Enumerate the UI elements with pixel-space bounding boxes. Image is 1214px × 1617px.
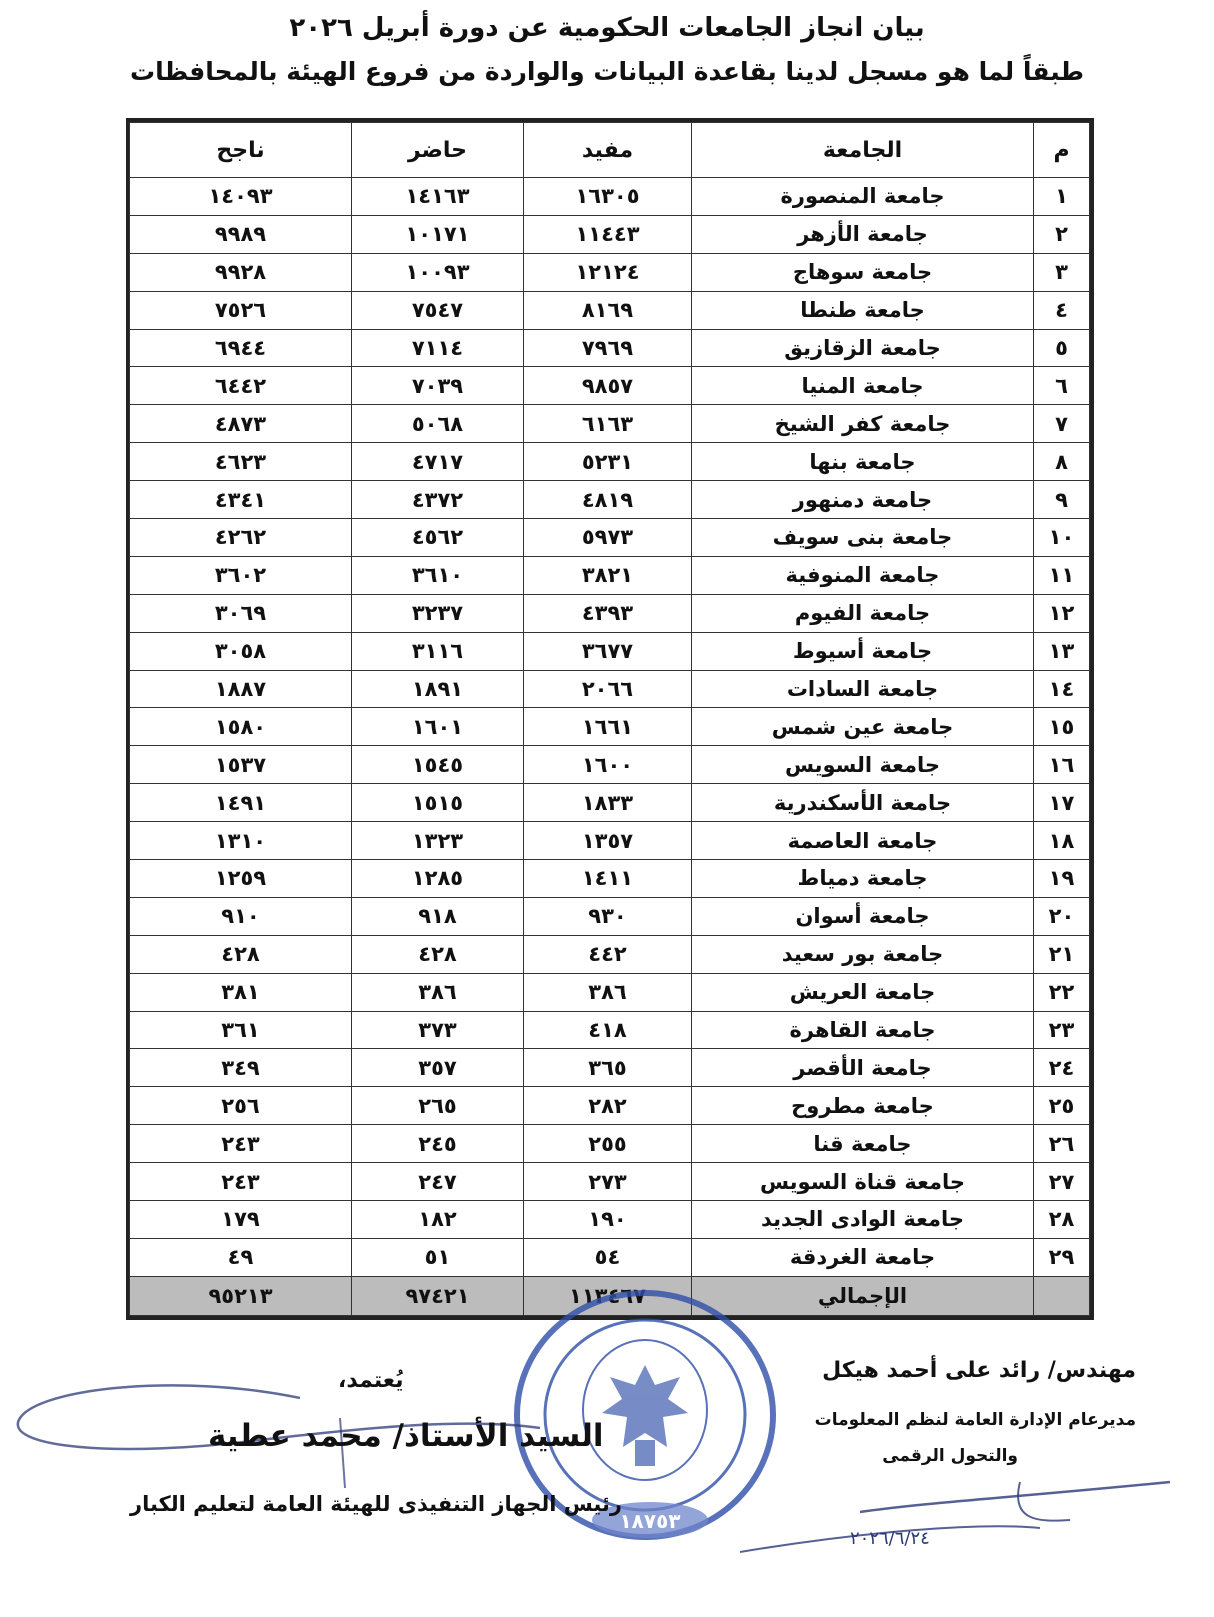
benefited-cell: ٧٩٦٩ — [524, 329, 692, 367]
present-cell: ٢٦٥ — [352, 1087, 524, 1125]
university-name-cell: جامعة الأقصر — [692, 1049, 1034, 1087]
document-header — [0, 10, 1214, 90]
table-row — [130, 897, 1090, 935]
benefited-cell: ١٦٠٠ — [524, 746, 692, 784]
preparer-title-line1: مديرعام الإدارة العامة لنظم المعلومات — [814, 1410, 1136, 1430]
row-num-cell: ١٦ — [1034, 746, 1090, 784]
benefited-cell: ١٨٣٣ — [524, 784, 692, 822]
table-row — [130, 443, 1090, 481]
university-name-cell: جامعة المنوفية — [692, 556, 1034, 594]
passed-cell: ١٥٣٧ — [130, 746, 352, 784]
passed-cell: ٩١٠ — [130, 897, 352, 935]
row-num-cell: ٥ — [1034, 329, 1090, 367]
total-num-cell — [1034, 1276, 1090, 1315]
present-cell: ٤٢٨ — [352, 935, 524, 973]
passed-cell: ٣٦١ — [130, 1011, 352, 1049]
table-row — [130, 215, 1090, 253]
present-cell: ١٥٤٥ — [352, 746, 524, 784]
university-name-cell: جامعة سوهاج — [692, 253, 1034, 291]
row-num-cell: ١٩ — [1034, 860, 1090, 898]
benefited-cell: ٣٨٦ — [524, 973, 692, 1011]
table-row — [130, 746, 1090, 784]
benefited-cell: ٥٤ — [524, 1238, 692, 1276]
table-row — [130, 935, 1090, 973]
row-num-cell: ١٣ — [1034, 632, 1090, 670]
header-present: حاضر — [352, 123, 524, 178]
passed-cell: ٦٤٤٢ — [130, 367, 352, 405]
row-num-cell: ٢٠ — [1034, 897, 1090, 935]
row-num-cell: ٢٦ — [1034, 1125, 1090, 1163]
university-name-cell: جامعة قنا — [692, 1125, 1034, 1163]
table-row — [130, 1201, 1090, 1239]
row-num-cell: ١٤ — [1034, 670, 1090, 708]
passed-cell: ١٤٩١ — [130, 784, 352, 822]
university-name-cell: جامعة المنصورة — [692, 178, 1034, 216]
table-row — [130, 822, 1090, 860]
present-cell: ٢٤٥ — [352, 1125, 524, 1163]
preparer-title-line2: والتحول الرقمى — [882, 1446, 1018, 1466]
university-name-cell: جامعة أسيوط — [692, 632, 1034, 670]
university-name-cell: جامعة السادات — [692, 670, 1034, 708]
row-num-cell: ٩ — [1034, 481, 1090, 519]
passed-cell: ١٧٩ — [130, 1201, 352, 1239]
university-name-cell: جامعة الزقازيق — [692, 329, 1034, 367]
university-name-cell: جامعة أسوان — [692, 897, 1034, 935]
present-cell: ١٤١٦٣ — [352, 178, 524, 216]
approver-name: السيد الأستاذ/ محمد عطية — [208, 1418, 604, 1454]
table-row — [130, 708, 1090, 746]
table-row — [130, 784, 1090, 822]
university-name-cell: جامعة السويس — [692, 746, 1034, 784]
total-passed: ٩٥٢١٣ — [130, 1276, 352, 1315]
right-signature — [740, 1462, 1180, 1582]
university-name-cell: جامعة دمنهور — [692, 481, 1034, 519]
row-num-cell: ١ — [1034, 178, 1090, 216]
row-num-cell: ٤ — [1034, 291, 1090, 329]
row-num-cell: ٢٧ — [1034, 1163, 1090, 1201]
passed-cell: ٤٩ — [130, 1238, 352, 1276]
present-cell: ١٣٢٣ — [352, 822, 524, 860]
passed-cell: ٤٣٤١ — [130, 481, 352, 519]
university-name-cell: جامعة بور سعيد — [692, 935, 1034, 973]
benefited-cell: ٤٤٢ — [524, 935, 692, 973]
results-table — [129, 122, 1090, 1316]
total-label: الإجمالي — [692, 1276, 1034, 1315]
row-num-cell: ١٧ — [1034, 784, 1090, 822]
benefited-cell: ١٢١٢٤ — [524, 253, 692, 291]
university-name-cell: جامعة دمياط — [692, 860, 1034, 898]
row-num-cell: ٧ — [1034, 405, 1090, 443]
table-row — [130, 1163, 1090, 1201]
present-cell: ٣٦١٠ — [352, 556, 524, 594]
row-num-cell: ٢٩ — [1034, 1238, 1090, 1276]
row-num-cell: ٢٢ — [1034, 973, 1090, 1011]
row-num-cell: ٢٥ — [1034, 1087, 1090, 1125]
passed-cell: ١٨٨٧ — [130, 670, 352, 708]
table-row — [130, 860, 1090, 898]
table-row — [130, 632, 1090, 670]
university-name-cell: جامعة القاهرة — [692, 1011, 1034, 1049]
benefited-cell: ٤١٨ — [524, 1011, 692, 1049]
present-cell: ٣٢٣٧ — [352, 594, 524, 632]
university-name-cell: جامعة المنيا — [692, 367, 1034, 405]
university-name-cell: جامعة مطروح — [692, 1087, 1034, 1125]
benefited-cell: ١١٤٤٣ — [524, 215, 692, 253]
university-name-cell: جامعة الفيوم — [692, 594, 1034, 632]
benefited-cell: ٣٨٢١ — [524, 556, 692, 594]
passed-cell: ٢٤٣ — [130, 1125, 352, 1163]
passed-cell: ٣٠٥٨ — [130, 632, 352, 670]
passed-cell: ٩٩٨٩ — [130, 215, 352, 253]
present-cell: ٣١١٦ — [352, 632, 524, 670]
present-cell: ١٦٠١ — [352, 708, 524, 746]
benefited-cell: ٨١٦٩ — [524, 291, 692, 329]
present-cell: ١٨٩١ — [352, 670, 524, 708]
passed-cell: ٦٩٤٤ — [130, 329, 352, 367]
passed-cell: ١٢٥٩ — [130, 860, 352, 898]
benefited-cell: ٢٥٥ — [524, 1125, 692, 1163]
passed-cell: ٧٥٢٦ — [130, 291, 352, 329]
table-row — [130, 329, 1090, 367]
row-num-cell: ٢١ — [1034, 935, 1090, 973]
table-body — [130, 178, 1090, 1277]
row-num-cell: ٨ — [1034, 443, 1090, 481]
passed-cell: ٣٨١ — [130, 973, 352, 1011]
passed-cell: ٤٦٢٣ — [130, 443, 352, 481]
university-name-cell: جامعة عين شمس — [692, 708, 1034, 746]
table-row — [130, 519, 1090, 557]
present-cell: ٩١٨ — [352, 897, 524, 935]
passed-cell: ١٤٠٩٣ — [130, 178, 352, 216]
present-cell: ٧٥٤٧ — [352, 291, 524, 329]
table-row — [130, 1049, 1090, 1087]
total-present: ٩٧٤٢١ — [352, 1276, 524, 1315]
present-cell: ٣٥٧ — [352, 1049, 524, 1087]
passed-cell: ٣٤٩ — [130, 1049, 352, 1087]
present-cell: ٢٤٧ — [352, 1163, 524, 1201]
header-num: م — [1034, 123, 1090, 178]
passed-cell: ٣٠٦٩ — [130, 594, 352, 632]
document-subtitle: طبقاً لما هو مسجل لدينا بقاعدة البيانات والواردة من فروع الهيئة بالمحافظات — [130, 57, 1084, 86]
benefited-cell: ٥٩٧٣ — [524, 519, 692, 557]
document-title: بيان انجاز الجامعات الحكومية عن دورة أبريل ٢٠٢٦ — [289, 13, 925, 43]
university-name-cell: جامعة قناة السويس — [692, 1163, 1034, 1201]
present-cell: ٣٨٦ — [352, 973, 524, 1011]
row-num-cell: ٢ — [1034, 215, 1090, 253]
university-name-cell: جامعة الأزهر — [692, 215, 1034, 253]
benefited-cell: ١٩٠ — [524, 1201, 692, 1239]
benefited-cell: ٤٨١٩ — [524, 481, 692, 519]
table-row — [130, 405, 1090, 443]
total-benefited: ١١٣٤٦٧ — [524, 1276, 692, 1315]
university-name-cell: جامعة الغردقة — [692, 1238, 1034, 1276]
university-name-cell: جامعة العريش — [692, 973, 1034, 1011]
table-row — [130, 178, 1090, 216]
benefited-cell: ٤٣٩٣ — [524, 594, 692, 632]
table-row — [130, 556, 1090, 594]
header-university: الجامعة — [692, 123, 1034, 178]
passed-cell: ٤٢٨ — [130, 935, 352, 973]
preparer-name: مهندس/ رائد على أحمد هيكل — [822, 1358, 1136, 1383]
benefited-cell: ٥٢٣١ — [524, 443, 692, 481]
table-row — [130, 481, 1090, 519]
present-cell: ٤٧١٧ — [352, 443, 524, 481]
university-name-cell: جامعة بنى سويف — [692, 519, 1034, 557]
present-cell: ٥٠٦٨ — [352, 405, 524, 443]
table-row — [130, 1011, 1090, 1049]
table-row — [130, 253, 1090, 291]
row-num-cell: ١١ — [1034, 556, 1090, 594]
row-num-cell: ٢٤ — [1034, 1049, 1090, 1087]
passed-cell: ١٥٨٠ — [130, 708, 352, 746]
present-cell: ٧٠٣٩ — [352, 367, 524, 405]
passed-cell: ٤٢٦٢ — [130, 519, 352, 557]
university-name-cell: جامعة الأسكندرية — [692, 784, 1034, 822]
present-cell: ١٠٠٩٣ — [352, 253, 524, 291]
approver-role: رئيس الجهاز التنفيذى للهيئة العامة لتعليم الكبار — [130, 1492, 622, 1516]
benefited-cell: ٣٦٥ — [524, 1049, 692, 1087]
university-name-cell: جامعة كفر الشيخ — [692, 405, 1034, 443]
present-cell: ١٨٢ — [352, 1201, 524, 1239]
row-num-cell: ٢٨ — [1034, 1201, 1090, 1239]
table-row — [130, 367, 1090, 405]
header-benefited: مفيد — [524, 123, 692, 178]
table-row — [130, 973, 1090, 1011]
present-cell: ٧١١٤ — [352, 329, 524, 367]
passed-cell: ٩٩٢٨ — [130, 253, 352, 291]
benefited-cell: ٩٨٥٧ — [524, 367, 692, 405]
handwritten-date: ٢٠٢٦/٦/٢٤ — [850, 1528, 930, 1549]
present-cell: ٥١ — [352, 1238, 524, 1276]
passed-cell: ٢٥٦ — [130, 1087, 352, 1125]
table-row — [130, 1125, 1090, 1163]
passed-cell: ٣٦٠٢ — [130, 556, 352, 594]
approval-label: يُعتمد، — [338, 1368, 404, 1393]
table-row — [130, 1087, 1090, 1125]
header-passed: ناجح — [130, 123, 352, 178]
passed-cell: ٢٤٣ — [130, 1163, 352, 1201]
table-row — [130, 670, 1090, 708]
university-name-cell: جامعة الوادى الجديد — [692, 1201, 1034, 1239]
table-row — [130, 291, 1090, 329]
benefited-cell: ٢٨٢ — [524, 1087, 692, 1125]
present-cell: ٤٣٧٢ — [352, 481, 524, 519]
benefited-cell: ١٤١١ — [524, 860, 692, 898]
row-num-cell: ١٠ — [1034, 519, 1090, 557]
row-num-cell: ١٢ — [1034, 594, 1090, 632]
table-row — [130, 594, 1090, 632]
benefited-cell: ٢٧٣ — [524, 1163, 692, 1201]
university-name-cell: جامعة طنطا — [692, 291, 1034, 329]
benefited-cell: ١٦٦١ — [524, 708, 692, 746]
benefited-cell: ١٦٣٠٥ — [524, 178, 692, 216]
benefited-cell: ٩٣٠ — [524, 897, 692, 935]
row-num-cell: ١٨ — [1034, 822, 1090, 860]
passed-cell: ١٣١٠ — [130, 822, 352, 860]
row-num-cell: ٦ — [1034, 367, 1090, 405]
present-cell: ٣٧٣ — [352, 1011, 524, 1049]
benefited-cell: ٣٦٧٧ — [524, 632, 692, 670]
present-cell: ١٠١٧١ — [352, 215, 524, 253]
benefited-cell: ١٣٥٧ — [524, 822, 692, 860]
university-name-cell: جامعة بنها — [692, 443, 1034, 481]
row-num-cell: ٣ — [1034, 253, 1090, 291]
benefited-cell: ٢٠٦٦ — [524, 670, 692, 708]
table-header-row — [130, 123, 1090, 178]
present-cell: ٤٥٦٢ — [352, 519, 524, 557]
results-table-frame — [126, 118, 1094, 1320]
present-cell: ١٢٨٥ — [352, 860, 524, 898]
university-name-cell: جامعة العاصمة — [692, 822, 1034, 860]
row-num-cell: ١٥ — [1034, 708, 1090, 746]
benefited-cell: ٦١٦٣ — [524, 405, 692, 443]
passed-cell: ٤٨٧٣ — [130, 405, 352, 443]
present-cell: ١٥١٥ — [352, 784, 524, 822]
stamp-number: ١٨٧٥٣ — [619, 1509, 681, 1533]
row-num-cell: ٢٣ — [1034, 1011, 1090, 1049]
